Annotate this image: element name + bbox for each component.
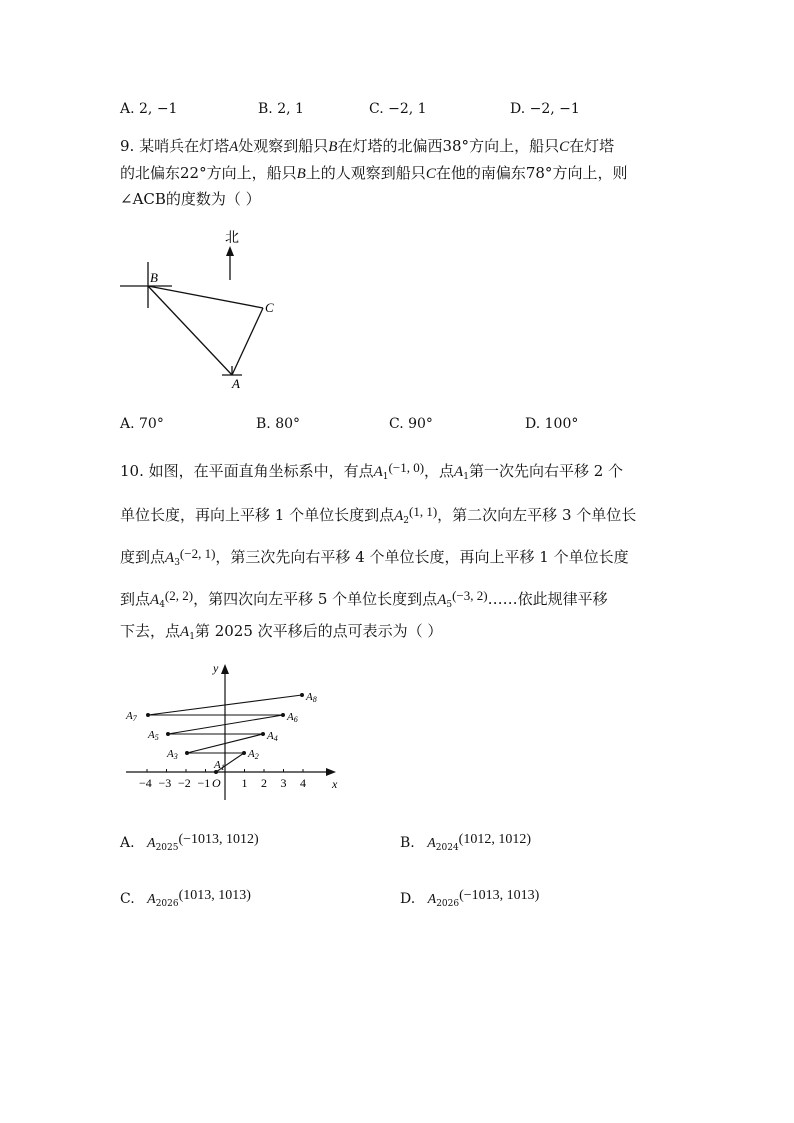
point-a2: A: [394, 508, 404, 524]
q10-line-3: [120, 546, 629, 568]
text: 方向上，船只: [469, 137, 560, 155]
x-tick-label: 4: [300, 776, 306, 790]
coordinate: (1, 1): [409, 504, 438, 519]
x-tick-label: −3: [158, 776, 172, 790]
point-label: A: [147, 892, 156, 907]
coordinate: (1012, 1012): [458, 832, 531, 847]
point-label: A: [427, 892, 437, 907]
subscript: 4: [159, 600, 165, 610]
q10-option-a: [120, 832, 259, 853]
q10-line-1: [120, 460, 623, 482]
point-label-a3: A3: [167, 748, 178, 761]
x-tick-label: 3: [280, 776, 287, 790]
text: 处观察到船只: [238, 137, 329, 155]
point-dot: [261, 732, 265, 736]
point-a3: A: [165, 550, 175, 566]
option-letter: D.: [400, 891, 416, 907]
text: 单位长度，再向上平移 1 个单位长度到点: [120, 506, 395, 524]
coordinate: (−3, 2): [452, 588, 488, 603]
text: ，点: [424, 462, 455, 480]
north-arrow-head: [226, 246, 234, 256]
point-label-a5: A5: [148, 729, 159, 742]
text: 上的人观察到船只: [305, 164, 426, 182]
subscript: 5: [446, 600, 453, 610]
q9-line-1: [120, 135, 614, 156]
text: 下去，点: [120, 622, 181, 640]
q9-line-3: ∠ACB的度数为（ ）: [120, 190, 261, 208]
x-tick-label: −4: [139, 776, 152, 790]
q8-option-b: B. 2, 1: [258, 101, 304, 117]
point-a4: A: [150, 592, 160, 608]
coordinate: (−1013, 1013): [459, 888, 540, 903]
point-label-a8: A8: [306, 691, 317, 704]
point-label: B: [296, 166, 306, 182]
subscript: 1: [382, 472, 389, 482]
label-a: A: [232, 376, 240, 391]
subscript: 2025: [155, 843, 179, 853]
angle-value: 22°: [180, 164, 207, 182]
q9-option-a: A. 70°: [120, 416, 164, 432]
q10-line-4: [120, 588, 608, 610]
point-labels: [125, 691, 317, 772]
coordinate: (−1, 0): [388, 460, 425, 475]
angle-value: 78°: [525, 164, 553, 182]
text: 在他的南偏东: [435, 164, 526, 182]
origin-label: O: [212, 776, 221, 790]
text: 方向上，则: [552, 164, 628, 182]
point-label-a6: A6: [287, 711, 298, 724]
text: 度到点: [120, 548, 166, 566]
point-a1: A: [180, 624, 190, 640]
subscript: 2: [403, 516, 409, 526]
x-tick-label: −1: [197, 776, 211, 790]
q9-option-d: D. 100°: [525, 416, 579, 432]
point-label: B: [328, 139, 338, 155]
point-label: A: [427, 836, 436, 851]
text: 10. 如图，在平面直角坐标系中，有点: [120, 462, 374, 480]
angle-value: 38°: [442, 137, 470, 155]
option-letter: A.: [120, 835, 135, 851]
option-letter: B.: [400, 835, 415, 851]
point-label: C: [425, 166, 436, 182]
text: ，第三次先向右平移 4 个单位长度，再向上平移 1 个单位长度: [215, 548, 629, 566]
q10-coordinate-figure: [118, 660, 348, 805]
q8-option-c: C. −2, 1: [369, 101, 427, 117]
q10-line-2: [120, 504, 636, 526]
q10-line-5: [120, 620, 442, 642]
coordinate: (2, 2): [164, 588, 194, 603]
point-label: A: [147, 836, 156, 851]
text: 方向上，船只: [206, 164, 297, 182]
coordinate: (−1013, 1012): [178, 832, 259, 847]
coordinate: (−2, 1): [179, 546, 216, 561]
point-dot: [166, 732, 170, 736]
subscript: 1: [463, 472, 469, 482]
point-dot: [146, 713, 150, 717]
point-label: A: [229, 139, 239, 155]
text: 9. 某哨兵在灯塔: [120, 137, 230, 155]
subscript: 3: [174, 558, 180, 568]
point-label-a7: A7: [126, 710, 137, 723]
point-dot: [185, 751, 189, 755]
point-label-a4: A4: [267, 730, 278, 743]
q10-option-b: [400, 832, 531, 853]
label-b: B: [150, 270, 158, 285]
option-letter: C.: [120, 891, 135, 907]
y-axis-label: y: [213, 661, 219, 675]
q9-figure: [110, 222, 300, 392]
x-axis-label: x: [332, 777, 338, 791]
text: 在灯塔的北偏西: [337, 137, 443, 155]
q9-option-b: B. 80°: [256, 416, 301, 432]
segment-ca: [232, 308, 263, 375]
x-tick-label: −2: [178, 776, 191, 790]
point-dot: [281, 713, 285, 717]
text: ，第二次向左平移 3 个单位长: [437, 506, 637, 524]
x-axis-arrow: [326, 768, 336, 776]
point-a1: A: [373, 464, 383, 480]
point-label-a1: A1: [214, 759, 225, 772]
text: 到点: [120, 590, 151, 608]
point-label-a2: A2: [248, 748, 259, 761]
subscript: 2024: [435, 843, 459, 853]
q8-option-d: D. −2, −1: [510, 101, 580, 117]
q9-line-2: [120, 162, 627, 183]
coordinate: (1013, 1013): [178, 888, 251, 903]
text: 的北偏东: [120, 164, 181, 182]
label-c: C: [265, 300, 274, 315]
q9-option-c: C. 90°: [389, 416, 433, 432]
q10-option-d: [400, 888, 539, 909]
x-tick-label: 2: [261, 776, 267, 790]
point-dot: [242, 751, 246, 755]
q10-option-c: [120, 888, 251, 909]
point-a1: A: [454, 464, 464, 480]
text: 在灯塔: [569, 137, 615, 155]
subscript: 2026: [155, 899, 179, 909]
x-tick-label: 1: [241, 776, 248, 790]
north-label: 北: [225, 231, 239, 246]
point-label: C: [559, 139, 570, 155]
subscript: 2026: [436, 899, 460, 909]
point-a5: A: [437, 592, 447, 608]
y-axis-arrow: [221, 664, 229, 674]
q8-option-a: A. 2, −1: [120, 101, 178, 117]
text: 第 2025 次平移后的点可表示为（ ）: [194, 622, 443, 640]
text: ，第四次向左平移 5 个单位长度到点: [193, 590, 438, 608]
point-dot: [300, 693, 304, 697]
text: 第一次先向右平移 2 个: [468, 462, 624, 480]
text: ……依此规律平移: [487, 590, 608, 608]
subscript: 1: [189, 632, 195, 642]
